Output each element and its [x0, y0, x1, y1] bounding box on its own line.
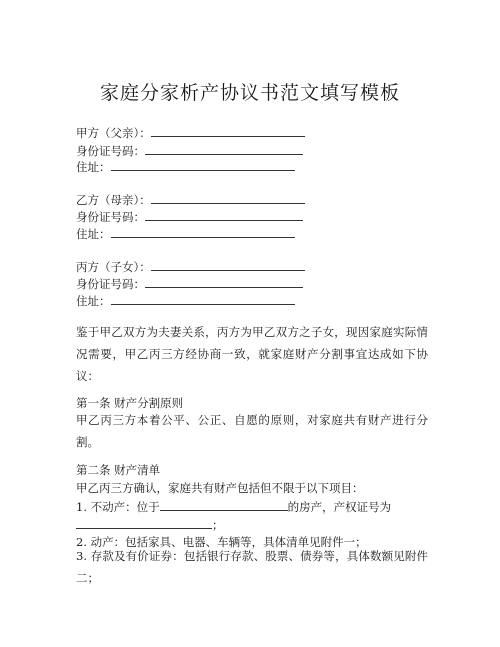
article-2-item-1 [76, 500, 391, 514]
party-a-label: 甲方（父亲）： [76, 126, 151, 140]
party-b-id-label: 身份证号码： [76, 210, 145, 224]
party-a-address-blank [111, 160, 295, 171]
party-c-id-label: 身份证号码： [76, 277, 145, 291]
item-1-prefix: 1. 不动产：位于 [76, 500, 160, 514]
party-c-name-line [76, 260, 305, 274]
article-2-intro: 甲乙丙三方确认，家庭共有财产包括但不限于以下项目： [76, 481, 364, 495]
article-2-item-2: 2. 动产：包括家具、电器、车辆等，具体清单见附件一； [76, 535, 367, 549]
party-c-address-line [76, 294, 295, 308]
property-location-blank [160, 500, 288, 511]
party-b-address-label: 住址： [76, 227, 111, 241]
party-a-id-blank [145, 144, 303, 155]
article-1-body: 甲乙丙三方本着公平、公正、自愿的原则，对家庭共有财产进行分割。 [76, 413, 428, 449]
party-b-label: 乙方（母亲）： [76, 193, 151, 207]
party-c-address-label: 住址： [76, 294, 111, 308]
article-2-heading: 第二条 财产清单 [76, 463, 161, 477]
party-b-address-blank [111, 227, 295, 238]
party-b-id-line [76, 210, 303, 224]
intro-paragraph: 鉴于甲乙双方为夫妻关系，丙方为甲乙双方之子女，现因家庭实际情况需要，甲乙丙三方经协商一致，就家庭财产分割事宜达成如下协议： [76, 325, 428, 383]
party-b-name-line [76, 193, 305, 207]
party-c-name-blank [151, 260, 305, 271]
party-c-address-blank [111, 294, 295, 305]
party-a-address-label: 住址： [76, 160, 111, 174]
party-a-id-line [76, 144, 303, 158]
party-b-address-line [76, 227, 295, 241]
article-2-item-3: 3. 存款及有价证券：包括银行存款、股票、债券等，具体数额见附件二； [76, 549, 428, 585]
party-a-id-label: 身份证号码： [76, 144, 145, 158]
party-b-name-blank [151, 193, 305, 204]
document-title: 家庭分家析产协议书范文填写模板 [99, 82, 400, 104]
party-c-id-line [76, 277, 303, 291]
party-b-id-blank [145, 210, 303, 221]
party-a-name-line [76, 126, 305, 140]
party-a-name-blank [151, 126, 305, 137]
certificate-number-blank [76, 518, 212, 529]
article-1-heading: 第一条 财产分割原则 [76, 396, 184, 410]
party-a-address-line [76, 160, 295, 174]
party-c-label: 丙方（子女）： [76, 260, 151, 274]
article-2-item-1-cont [76, 518, 224, 532]
party-c-id-blank [145, 277, 303, 288]
item-1-middle: 的房产，产权证号为 [287, 500, 392, 514]
item-1-end: ； [212, 518, 224, 532]
